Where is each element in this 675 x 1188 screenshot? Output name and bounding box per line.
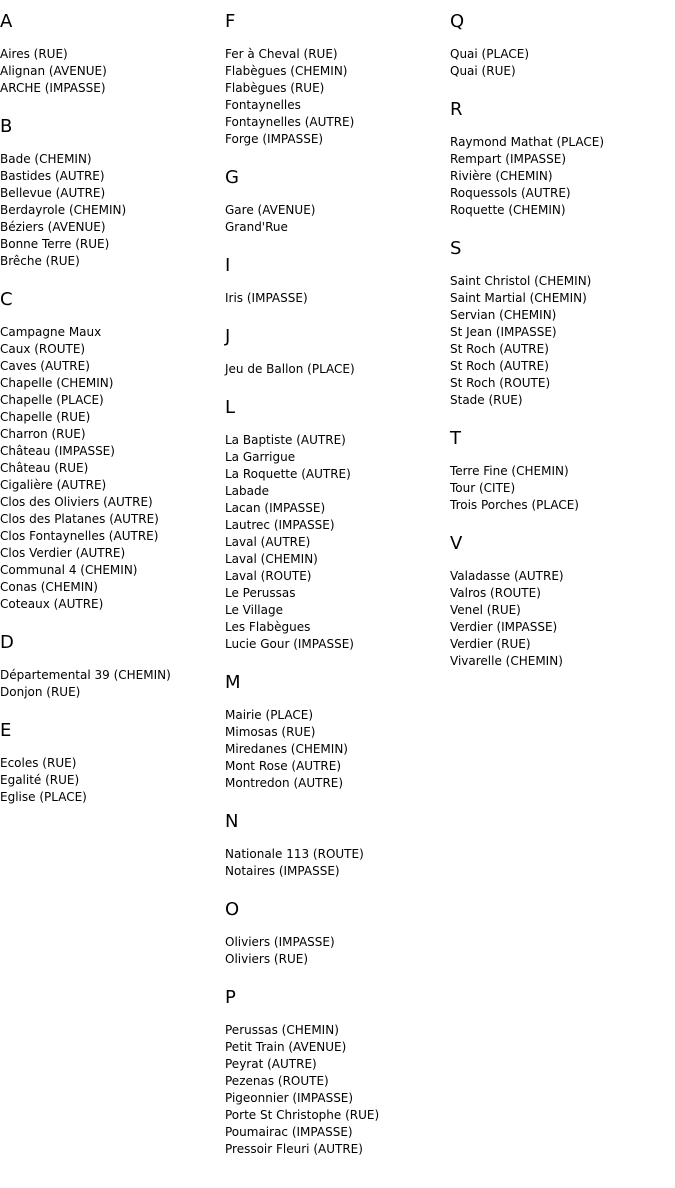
letter-section bbox=[0, 270, 225, 613]
section-letter-heading: Q bbox=[450, 11, 465, 32]
street-list bbox=[450, 134, 675, 219]
index-column-1 bbox=[0, 0, 225, 806]
letter-section bbox=[450, 219, 675, 409]
street-entry[interactable]: Roquessols (AUTRE) bbox=[450, 186, 571, 200]
street-entry[interactable]: Caux (ROUTE) bbox=[0, 342, 86, 356]
street-entry[interactable]: Perussas (CHEMIN) bbox=[225, 1023, 339, 1037]
street-entry[interactable]: Fer à Cheval (RUE) bbox=[225, 47, 338, 61]
street-list bbox=[225, 846, 450, 880]
street-entry[interactable]: Petit Train (AVENUE) bbox=[225, 1040, 347, 1054]
section-letter-heading: L bbox=[225, 397, 236, 418]
street-entry[interactable]: Berdayrole (CHEMIN) bbox=[0, 203, 127, 217]
street-entry[interactable]: Raymond Mathat (PLACE) bbox=[450, 135, 605, 149]
street-entry[interactable]: Laval (AUTRE) bbox=[225, 535, 311, 549]
street-entry[interactable]: Conas (CHEMIN) bbox=[0, 580, 98, 594]
street-list bbox=[225, 1022, 450, 1158]
letter-section bbox=[225, 880, 450, 968]
street-list bbox=[0, 667, 225, 701]
street-list bbox=[225, 432, 450, 653]
street-entry[interactable]: Clos des Platanes (AUTRE) bbox=[0, 512, 159, 526]
street-entry[interactable]: Trois Porches (PLACE) bbox=[450, 498, 579, 512]
street-entry[interactable]: Venel (RUE) bbox=[450, 603, 521, 617]
street-entry[interactable]: Forge (IMPASSE) bbox=[225, 132, 324, 146]
street-entry[interactable]: Flabègues (CHEMIN) bbox=[225, 64, 348, 78]
street-entry[interactable]: Pigeonnier (IMPASSE) bbox=[225, 1091, 354, 1105]
letter-section bbox=[450, 409, 675, 514]
section-letter-heading: E bbox=[0, 720, 12, 741]
street-entry[interactable]: Tour (CITE) bbox=[450, 481, 516, 495]
street-entry[interactable]: Lautrec (IMPASSE) bbox=[225, 518, 335, 532]
street-entry[interactable]: Stade (RUE) bbox=[450, 393, 523, 407]
street-entry[interactable]: Notaires (IMPASSE) bbox=[225, 864, 340, 878]
street-entry[interactable]: La Roquette (AUTRE) bbox=[225, 467, 351, 481]
letter-section bbox=[450, 0, 675, 80]
street-entry[interactable]: Quai (RUE) bbox=[450, 64, 516, 78]
street-entry[interactable]: Départemental 39 (CHEMIN) bbox=[0, 668, 171, 682]
section-letter-heading: S bbox=[450, 238, 462, 259]
street-entry[interactable]: Mimosas (RUE) bbox=[225, 725, 316, 739]
street-entry[interactable]: Chapelle (PLACE) bbox=[0, 393, 104, 407]
street-list bbox=[0, 46, 225, 97]
street-entry[interactable]: Verdier (IMPASSE) bbox=[450, 620, 558, 634]
street-entry[interactable]: Flabègues (RUE) bbox=[225, 81, 325, 95]
street-entry[interactable]: Fontaynelles bbox=[225, 98, 301, 112]
letter-section bbox=[0, 97, 225, 270]
street-entry[interactable]: Bastides (AUTRE) bbox=[0, 169, 105, 183]
index-column-2 bbox=[225, 0, 450, 1158]
letter-section bbox=[225, 307, 450, 378]
street-entry[interactable]: Verdier (RUE) bbox=[450, 637, 531, 651]
street-list bbox=[0, 151, 225, 270]
street-list bbox=[450, 568, 675, 670]
street-entry[interactable]: Mont Rose (AUTRE) bbox=[225, 759, 342, 773]
street-entry[interactable]: Lucie Gour (IMPASSE) bbox=[225, 637, 354, 651]
street-entry[interactable]: Rivière (CHEMIN) bbox=[450, 169, 553, 183]
street-list bbox=[225, 934, 450, 968]
letter-section bbox=[225, 792, 450, 880]
section-letter-heading: G bbox=[225, 167, 239, 188]
street-entry[interactable]: Servian (CHEMIN) bbox=[450, 308, 557, 322]
section-letter-heading: B bbox=[0, 116, 13, 137]
street-entry[interactable]: Château (IMPASSE) bbox=[0, 444, 115, 458]
street-entry[interactable]: Fontaynelles (AUTRE) bbox=[225, 115, 355, 129]
street-entry[interactable]: Laval (CHEMIN) bbox=[225, 552, 318, 566]
letter-section bbox=[450, 80, 675, 219]
street-entry[interactable]: Nationale 113 (ROUTE) bbox=[225, 847, 364, 861]
street-entry[interactable]: St Roch (AUTRE) bbox=[450, 359, 549, 373]
street-entry[interactable]: Oliviers (IMPASSE) bbox=[225, 935, 335, 949]
section-letter-heading: P bbox=[225, 987, 236, 1008]
street-entry[interactable]: Béziers (AVENUE) bbox=[0, 220, 106, 234]
letter-section bbox=[225, 378, 450, 653]
index-column-3 bbox=[450, 0, 675, 670]
street-entry[interactable]: Brêche (RUE) bbox=[0, 254, 80, 268]
street-list bbox=[225, 707, 450, 792]
street-entry[interactable]: Le Perussas bbox=[225, 586, 296, 600]
street-entry[interactable]: Oliviers (RUE) bbox=[225, 952, 308, 966]
street-list bbox=[450, 273, 675, 409]
letter-section bbox=[0, 0, 225, 97]
street-entry[interactable]: Vivarelle (CHEMIN) bbox=[450, 654, 563, 668]
street-entry[interactable]: Labade bbox=[225, 484, 270, 498]
street-list bbox=[0, 755, 225, 806]
letter-section bbox=[225, 0, 450, 148]
street-entry[interactable]: Chapelle (CHEMIN) bbox=[0, 376, 114, 390]
street-entry[interactable]: Grand'Rue bbox=[225, 220, 288, 234]
street-entry[interactable]: Mairie (PLACE) bbox=[225, 708, 314, 722]
street-entry[interactable]: Caves (AUTRE) bbox=[0, 359, 90, 373]
street-entry[interactable]: Peyrat (AUTRE) bbox=[225, 1057, 317, 1071]
street-entry[interactable]: Château (RUE) bbox=[0, 461, 89, 475]
street-entry[interactable]: Rempart (IMPASSE) bbox=[450, 152, 567, 166]
section-letter-heading: C bbox=[0, 289, 13, 310]
street-entry[interactable]: Saint Christol (CHEMIN) bbox=[450, 274, 592, 288]
street-entry[interactable]: St Roch (ROUTE) bbox=[450, 376, 551, 390]
street-entry[interactable]: Bonne Terre (RUE) bbox=[0, 237, 110, 251]
section-letter-heading: N bbox=[225, 811, 239, 832]
section-letter-heading: D bbox=[0, 632, 14, 653]
section-letter-heading: F bbox=[225, 11, 236, 32]
street-list bbox=[450, 463, 675, 514]
section-letter-heading: I bbox=[225, 255, 231, 276]
letter-section bbox=[0, 701, 225, 806]
street-list bbox=[0, 324, 225, 613]
street-entry[interactable]: Clos Verdier (AUTRE) bbox=[0, 546, 126, 560]
street-entry[interactable]: Pressoir Fleuri (AUTRE) bbox=[225, 1142, 363, 1156]
section-letter-heading: J bbox=[225, 326, 231, 347]
street-entry[interactable]: Alignan (AVENUE) bbox=[0, 64, 107, 78]
section-letter-heading: R bbox=[450, 99, 463, 120]
letter-section bbox=[450, 514, 675, 670]
street-entry[interactable]: St Roch (AUTRE) bbox=[450, 342, 549, 356]
street-entry[interactable]: Clos Fontaynelles (AUTRE) bbox=[0, 529, 159, 543]
street-entry[interactable]: Communal 4 (CHEMIN) bbox=[0, 563, 138, 577]
street-entry[interactable]: Ecoles (RUE) bbox=[0, 756, 77, 770]
street-entry[interactable]: Saint Martial (CHEMIN) bbox=[450, 291, 587, 305]
street-entry[interactable]: Eglise (PLACE) bbox=[0, 790, 87, 804]
street-entry[interactable]: Poumairac (IMPASSE) bbox=[225, 1125, 353, 1139]
street-entry[interactable]: Miredanes (CHEMIN) bbox=[225, 742, 348, 756]
street-entry[interactable]: ARCHE (IMPASSE) bbox=[0, 81, 106, 95]
street-list bbox=[225, 46, 450, 148]
street-entry[interactable]: Gare (AVENUE) bbox=[225, 203, 316, 217]
street-entry[interactable]: Chapelle (RUE) bbox=[0, 410, 91, 424]
street-entry[interactable]: St Jean (IMPASSE) bbox=[450, 325, 557, 339]
street-entry[interactable]: Roquette (CHEMIN) bbox=[450, 203, 566, 217]
street-entry[interactable]: Valros (ROUTE) bbox=[450, 586, 541, 600]
street-entry[interactable]: Bade (CHEMIN) bbox=[0, 152, 92, 166]
street-entry[interactable]: Lacan (IMPASSE) bbox=[225, 501, 326, 515]
street-entry[interactable]: Egalité (RUE) bbox=[0, 773, 80, 787]
street-entry[interactable]: Cigalière (AUTRE) bbox=[0, 478, 107, 492]
letter-section bbox=[225, 236, 450, 307]
street-entry[interactable]: Aires (RUE) bbox=[0, 47, 68, 61]
street-entry[interactable]: Bellevue (AUTRE) bbox=[0, 186, 106, 200]
street-entry[interactable]: Donjon (RUE) bbox=[0, 685, 81, 699]
street-entry[interactable]: Charron (RUE) bbox=[0, 427, 86, 441]
street-entry[interactable]: Quai (PLACE) bbox=[450, 47, 530, 61]
letter-section bbox=[225, 148, 450, 236]
section-letter-heading: V bbox=[450, 533, 463, 554]
street-entry[interactable]: Laval (ROUTE) bbox=[225, 569, 312, 583]
section-letter-heading: A bbox=[0, 11, 13, 32]
section-letter-heading: T bbox=[450, 428, 461, 449]
street-list bbox=[225, 290, 450, 307]
street-list bbox=[225, 361, 450, 378]
street-entry[interactable]: Porte St Christophe (RUE) bbox=[225, 1108, 380, 1122]
street-entry[interactable]: Jeu de Ballon (PLACE) bbox=[225, 362, 355, 376]
street-entry[interactable]: La Baptiste (AUTRE) bbox=[225, 433, 346, 447]
street-entry[interactable]: Campagne Maux bbox=[0, 325, 102, 339]
street-entry[interactable]: Montredon (AUTRE) bbox=[225, 776, 344, 790]
letter-section bbox=[0, 613, 225, 701]
letter-section bbox=[225, 968, 450, 1158]
section-letter-heading: M bbox=[225, 672, 241, 693]
street-list bbox=[450, 46, 675, 80]
street-entry[interactable]: Iris (IMPASSE) bbox=[225, 291, 308, 305]
street-entry[interactable]: Clos des Oliviers (AUTRE) bbox=[0, 495, 153, 509]
street-entry[interactable]: Valadasse (AUTRE) bbox=[450, 569, 564, 583]
street-entry[interactable]: Les Flabègues bbox=[225, 620, 311, 634]
section-letter-heading: O bbox=[225, 899, 240, 920]
street-entry[interactable]: La Garrigue bbox=[225, 450, 296, 464]
street-entry[interactable]: Pezenas (ROUTE) bbox=[225, 1074, 329, 1088]
letter-section bbox=[225, 653, 450, 792]
street-entry[interactable]: Terre Fine (CHEMIN) bbox=[450, 464, 569, 478]
street-entry[interactable]: Le Village bbox=[225, 603, 283, 617]
street-entry[interactable]: Coteaux (AUTRE) bbox=[0, 597, 104, 611]
street-list bbox=[225, 202, 450, 236]
